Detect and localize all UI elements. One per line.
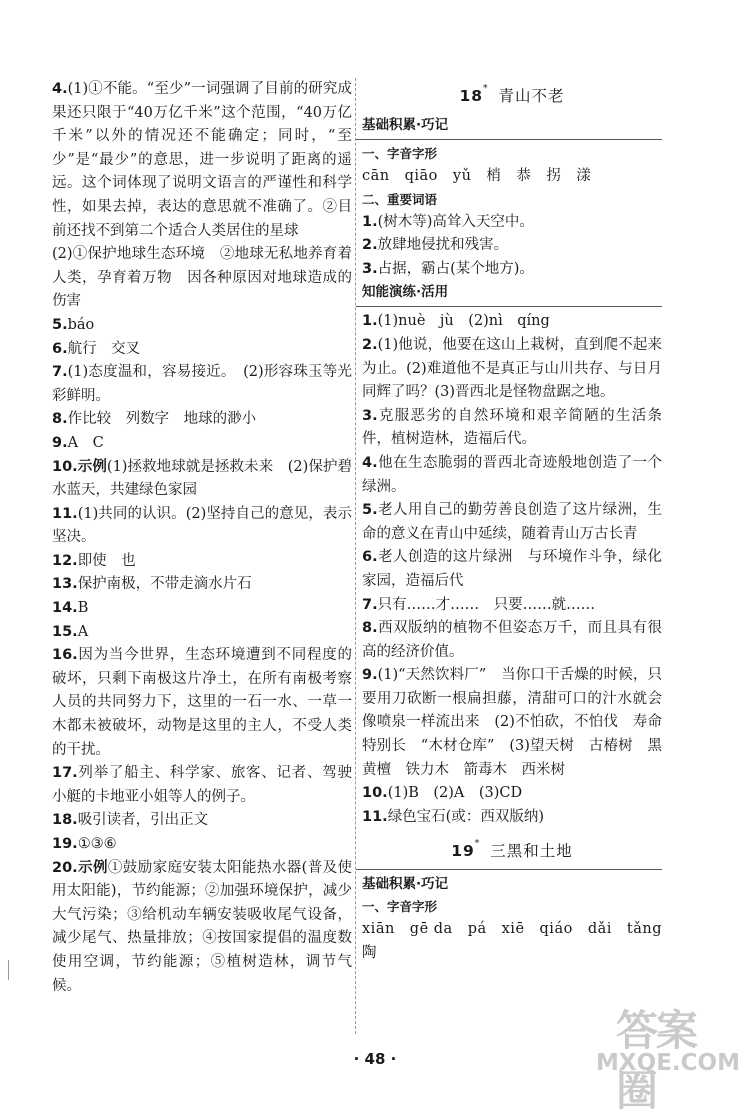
item-text: 放肆地侵扰和残害。: [377, 237, 509, 254]
answer-item: [52, 621, 352, 645]
answer-item: [52, 833, 352, 857]
lesson-title: 青山不老: [498, 87, 565, 105]
lesson-title: 三黑和土地: [490, 842, 573, 861]
item-text: 占据，霸占(某个地方)。: [377, 260, 534, 277]
item-text: 克服恶劣的自然环境和艰辛简陋的生活条件，植树造林，造福后代。: [362, 407, 662, 448]
answer-list: [52, 78, 352, 998]
section-rule: [356, 139, 662, 140]
item-number: 5.: [362, 502, 378, 519]
item-text: A C: [67, 434, 104, 451]
item-number: 15.: [52, 623, 78, 640]
item-number: 10.: [52, 458, 78, 475]
answer-item: [52, 408, 352, 432]
item-text: ①鼓励家庭安装太阳能热水器(普及使用太阳能)，节约能源；②加强环境保护，减少大气污染；③给机动车辆安装吸收尾气设备，减少尾气、热量排放；④按国家提倡的温度数使用空调，节约能源；⑤植树造林，调节气候。: [52, 859, 353, 994]
answer-item: [362, 211, 662, 235]
pinyin-line: xiān gē da pá xiē qiáo dǎi tǎng 陶: [362, 921, 677, 962]
section-heading: 知能演练·活用: [362, 284, 449, 301]
item-text: 保护南极，不带走滴水片石: [77, 576, 252, 593]
item-number: 8.: [362, 620, 378, 637]
item-number: 7.: [52, 364, 68, 381]
answer-item: [362, 310, 662, 334]
answer-item: [52, 644, 352, 762]
item-text: A: [77, 623, 89, 640]
item-text: 绿色宝石(或：西双版纳): [387, 808, 545, 825]
page-number: · 48 ·: [353, 1050, 397, 1068]
answer-item: [362, 617, 662, 664]
left-column: [52, 78, 352, 998]
item-number: 1.: [362, 213, 378, 230]
answer-item: [52, 597, 352, 621]
watermark-text: 答案圈: [616, 1006, 697, 1115]
item-text: 列举了船主、科学家、旅客、记者、驾驶小艇的卡地亚小姐等人的例子。: [52, 765, 352, 805]
answer-item: [52, 78, 352, 243]
item-number: 10.: [362, 785, 388, 802]
item-number: 2.: [362, 336, 378, 353]
item-text: báo: [67, 316, 95, 333]
item-text: (2)①保护地球生态环境 ②地球无私地养育着人类，孕育着万物 因各种原因对地球造成的伤害: [52, 246, 352, 310]
item-number: 11.: [362, 808, 388, 825]
item-number: 17.: [52, 765, 78, 782]
answer-item: [362, 258, 662, 282]
answer-item: [52, 361, 352, 408]
word-list: [362, 211, 662, 282]
answer-item: [362, 664, 662, 782]
item-number: 3.: [362, 260, 378, 277]
section-rule: [356, 306, 662, 307]
answer-item: [362, 782, 662, 806]
item-text: (1)“天然饮料厂” 当你口干舌燥的时候，只要用刀砍断一根扁担藤，清甜可口的汁水就会像喷泉一样流出来 (2)不怕砍，不怕伐 寿命特别长 “木材仓库” (3)望天树 古椿树 黑黄檀 铁力木 箭毒木 西米树: [362, 667, 662, 778]
item-number: 6.: [52, 340, 68, 357]
item-number: 6.: [362, 549, 378, 566]
item-number: 1.: [362, 313, 378, 330]
item-number: 2.: [362, 237, 378, 254]
item-number: 11.: [52, 505, 78, 522]
watermark-url: MXQE.COM: [596, 1050, 740, 1076]
section-heading: 基础积累·巧记: [362, 876, 449, 893]
section-rule: [356, 869, 662, 870]
item-number: 8.: [52, 411, 68, 428]
item-text: 即使 也: [77, 552, 136, 569]
lesson-star: *: [474, 839, 481, 850]
answer-item: [362, 234, 662, 258]
item-text: 西双版纳的植物不但姿态万千，而且具有很高的经济价值。: [362, 620, 662, 660]
item-number: 16.: [52, 647, 78, 664]
item-text: 他在生态脆弱的晋西北奇迹般地创造了一个绿洲。: [362, 454, 662, 495]
subsection-heading: 一、字音字形: [362, 899, 438, 915]
answer-item: [52, 550, 352, 574]
column-divider: [355, 78, 356, 1034]
item-number: 5.: [52, 316, 68, 333]
subsection-heading: 二、重要词语: [362, 191, 438, 207]
item-text: (1)①不能。“至少”一词强调了目前的研究成果还只限于“40万亿千米”这个范围，“40万亿千米”以外的情况还不能确定；同时，“至少”是“最少”的意思，进一步说明了距离的遥远。这个词体现了说明文语言的严谨性和科学性，如果去掉，表达的意思就不准确了。②目前还找不到第二个适合人类居住的星球: [52, 81, 352, 239]
answer-item: [362, 334, 662, 405]
item-text: B: [77, 600, 89, 617]
item-number: 12.: [52, 552, 78, 569]
watermark-logo: [596, 996, 744, 1115]
answer-item: [52, 314, 352, 338]
answer-item: [362, 546, 662, 593]
item-text: ①③⑥: [77, 836, 117, 852]
lesson-18-heading: [362, 84, 662, 106]
item-number: 19.: [52, 836, 78, 852]
section-heading: 基础积累·巧记: [362, 117, 449, 133]
item-text: 作比较 列数字 地球的渺小: [67, 411, 257, 428]
item-number: 3.: [362, 407, 378, 424]
answer-item: [52, 456, 352, 503]
item-number: 20.: [52, 859, 78, 876]
item-text: (1)拯救地球就是拯救未来 (2)保护碧水蓝天，共建绿色家园: [52, 458, 353, 499]
item-text: (树木等)高耸入天空中。: [377, 213, 534, 230]
item-text: (1)B (2)A (3)CD: [387, 785, 523, 802]
answer-item: [52, 243, 352, 314]
lesson-star: *: [483, 84, 489, 94]
item-number: 4.: [362, 454, 378, 471]
item-text: 老人创造的这片绿洲 与环境作斗争，绿化家园，造福后代: [362, 549, 662, 589]
margin-mark: [8, 960, 9, 980]
item-number: 9.: [52, 434, 68, 451]
answer-item: [362, 405, 662, 452]
subsection-heading: 一、字音字形: [362, 146, 438, 161]
answer-item: [52, 338, 352, 362]
example-label: 示例: [77, 458, 107, 475]
item-text: (1)他说，他要在这山上栽树，直到爬不起来为止。(2)难道他不是真正与山川共存、与日月同辉了吗？(3)晋西北是怪物盘踞之地。: [362, 336, 662, 401]
answer-item: [52, 857, 352, 999]
right-column: [362, 78, 677, 966]
answer-item: [362, 806, 662, 830]
answer-item: [52, 503, 352, 550]
lesson-19-heading: [362, 839, 662, 861]
item-number: 7.: [362, 596, 378, 613]
item-text: 因为当今世界，生态环境遭到不同程度的破坏，只剩下南极这片净土，在所有南极考察人员的共同努力下，这里的一石一水、一草一木都未被破坏，动物是这里的主人，不受人类的干扰。: [52, 647, 352, 758]
item-text: 吸引读者，引出正文: [77, 812, 209, 829]
answer-item: [362, 499, 662, 546]
item-text: (1)态度温和，容易接近。 (2)形容珠玉等光彩鲜明。: [52, 364, 352, 404]
exercise-list: [362, 310, 662, 829]
answer-item: [52, 573, 352, 597]
item-number: 9.: [362, 667, 378, 684]
lesson-number: 19: [451, 842, 475, 861]
item-number: 4.: [52, 81, 68, 97]
item-text: 只有……才…… 只要……就……: [377, 596, 596, 613]
item-text: 航行 交叉: [67, 340, 141, 357]
answer-item: [52, 809, 352, 833]
item-text: (1)共同的认识。(2)坚持自己的意见，表示坚决。: [52, 505, 352, 546]
item-text: (1)nuè jù (2)nì qíng: [377, 313, 550, 330]
example-label: 示例: [77, 859, 108, 876]
item-number: 18.: [52, 812, 78, 829]
item-number: 13.: [52, 576, 78, 593]
item-text: 老人用自己的勤劳善良创造了这片绿洲，生命的意义在青山中延续，随着青山万古长青: [362, 502, 662, 542]
lesson-number: 18: [459, 87, 484, 105]
pinyin-line: cān qiāo yǔ 梢 恭 拐 漾: [362, 168, 592, 184]
item-number: 14.: [52, 600, 78, 617]
answer-item: [52, 432, 352, 456]
answer-item: [52, 762, 352, 809]
answer-item: [362, 452, 662, 499]
answer-item: [362, 594, 662, 618]
